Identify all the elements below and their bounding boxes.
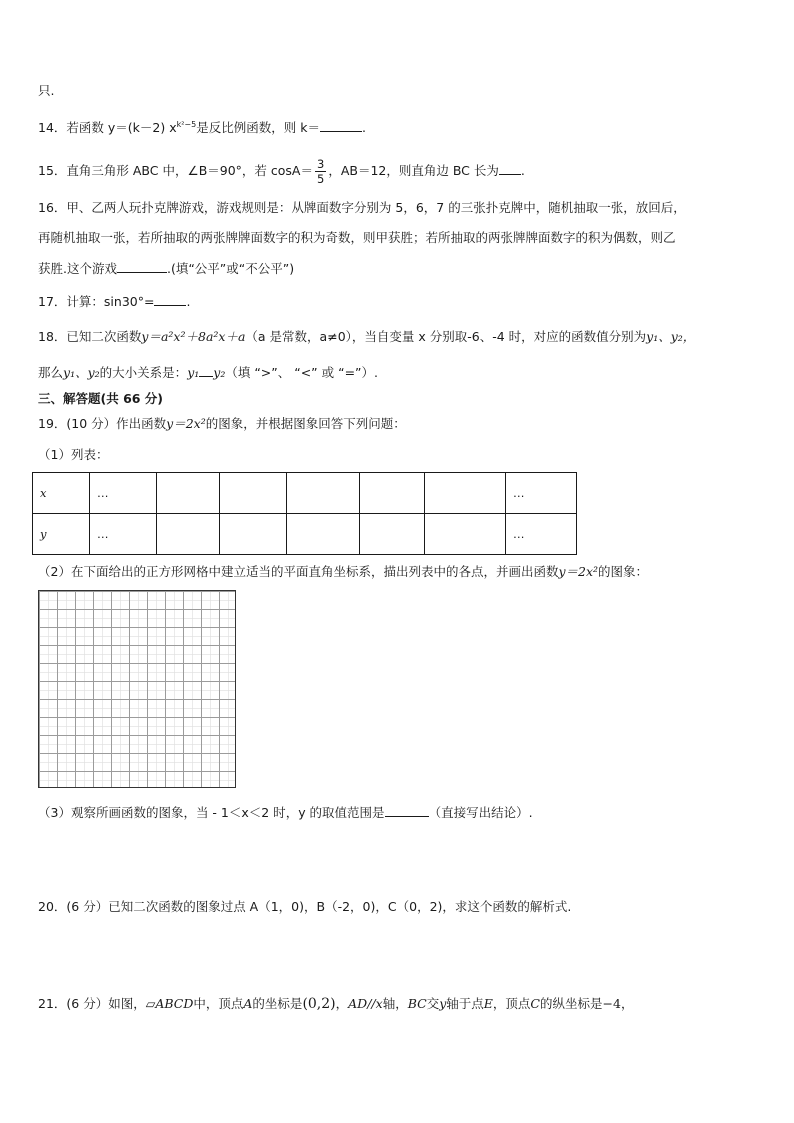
top-fragment: 只. (38, 83, 55, 98)
grid-fine-lines (39, 591, 235, 787)
table-cell: … (506, 514, 577, 555)
answer-blank[interactable] (154, 292, 186, 306)
table-cell: x (33, 473, 90, 514)
question-16-line-3: 获胜.这个游戏 .(填“公平”或“不公平”) (38, 261, 295, 276)
question-21: 21．(6 分）如图，▱ABCD中，顶点A的坐标是(0,2)，AD//x轴，BC交y轴于点E，顶点C的纵坐标是−4， (38, 996, 634, 1012)
table-cell[interactable] (220, 473, 287, 514)
square-grid[interactable] (38, 590, 236, 788)
table-row (33, 473, 577, 514)
table-cell[interactable] (220, 514, 287, 555)
question-17: 17．计算：sin30°= . (38, 294, 191, 309)
quadratic-formula: y＝a²x²＋8a²x＋a (141, 329, 246, 344)
table-cell[interactable] (360, 473, 425, 514)
question-18-line-1: 18．已知二次函数y＝a²x²＋8a²x＋a（a 是常数，a≠0），当自变量 x 分别取-6、-4 时，对应的函数值分别为y₁、y₂， (38, 329, 696, 344)
table-cell[interactable] (157, 473, 220, 514)
table-cell[interactable] (360, 514, 425, 555)
table-cell[interactable] (157, 514, 220, 555)
answer-blank[interactable] (320, 118, 362, 132)
answer-blank[interactable] (499, 161, 521, 175)
table-cell: … (90, 473, 157, 514)
value-table (32, 472, 577, 555)
answer-blank[interactable] (385, 803, 429, 817)
table-cell: … (90, 514, 157, 555)
table-cell[interactable] (425, 514, 506, 555)
answer-blank[interactable] (199, 363, 213, 377)
section-heading: 三、解答题(共 66 分) (38, 391, 164, 406)
table-cell: … (506, 473, 577, 514)
question-16-line-2: 再随机抽取一张，若所抽取的两张牌牌面数字的积为奇数，则甲获胜；若所抽取的两张牌牌面数字的积为偶数，则乙 (38, 230, 676, 245)
exponent: k²−5 (176, 119, 197, 129)
question-15: 15．直角三角形 ABC 中，∠B＝90°，若 cosA＝ $\frac{3}{5}$ ，AB＝12，则直角边 BC 长为 . (38, 157, 525, 186)
table-cell: y (33, 514, 90, 555)
answer-blank[interactable] (117, 259, 167, 273)
question-19-part-3: （3）观察所画函数的图象，当 - 1＜x＜2 时，y 的取值范围是 （直接写出结论）. (38, 805, 533, 820)
question-16-line-1: 16．甲、乙两人玩扑克牌游戏，游戏规则是：从牌面数字分别为 5，6，7 的三张扑克牌中，随机抽取一张，放回后， (38, 200, 686, 215)
table-cell[interactable] (287, 473, 360, 514)
question-18-line-2: 那么y₁、y₂的大小关系是：y₁ y₂（填 “>”、 “<” 或 “=”）. (38, 365, 378, 380)
question-14: 14．若函数 y＝(k－2) $x^{k^2-5}$是反比例函数，则 k＝ . (38, 119, 366, 135)
question-19-part-2: （2）在下面给出的正方形网格中建立适当的平面直角坐标系，描出列表中的各点，并画出函数y＝2x²的图象： (38, 564, 649, 579)
fraction-three-fifths: $\frac{3}{5}$ (316, 157, 325, 186)
table-cell[interactable] (425, 473, 506, 514)
table-row (33, 514, 577, 555)
question-19: 19．(10 分）作出函数y＝2x²的图象，并根据图象回答下列问题： (38, 416, 406, 431)
table-cell[interactable] (287, 514, 360, 555)
parallelogram-label: ▱ABCD (145, 996, 194, 1011)
question-20: 20．(6 分）已知二次函数的图象过点 A（1，0)，B（-2，0)，C（0，2)，求这个函数的解析式. (38, 899, 572, 914)
question-19-part-1: （1）列表： (38, 447, 109, 462)
